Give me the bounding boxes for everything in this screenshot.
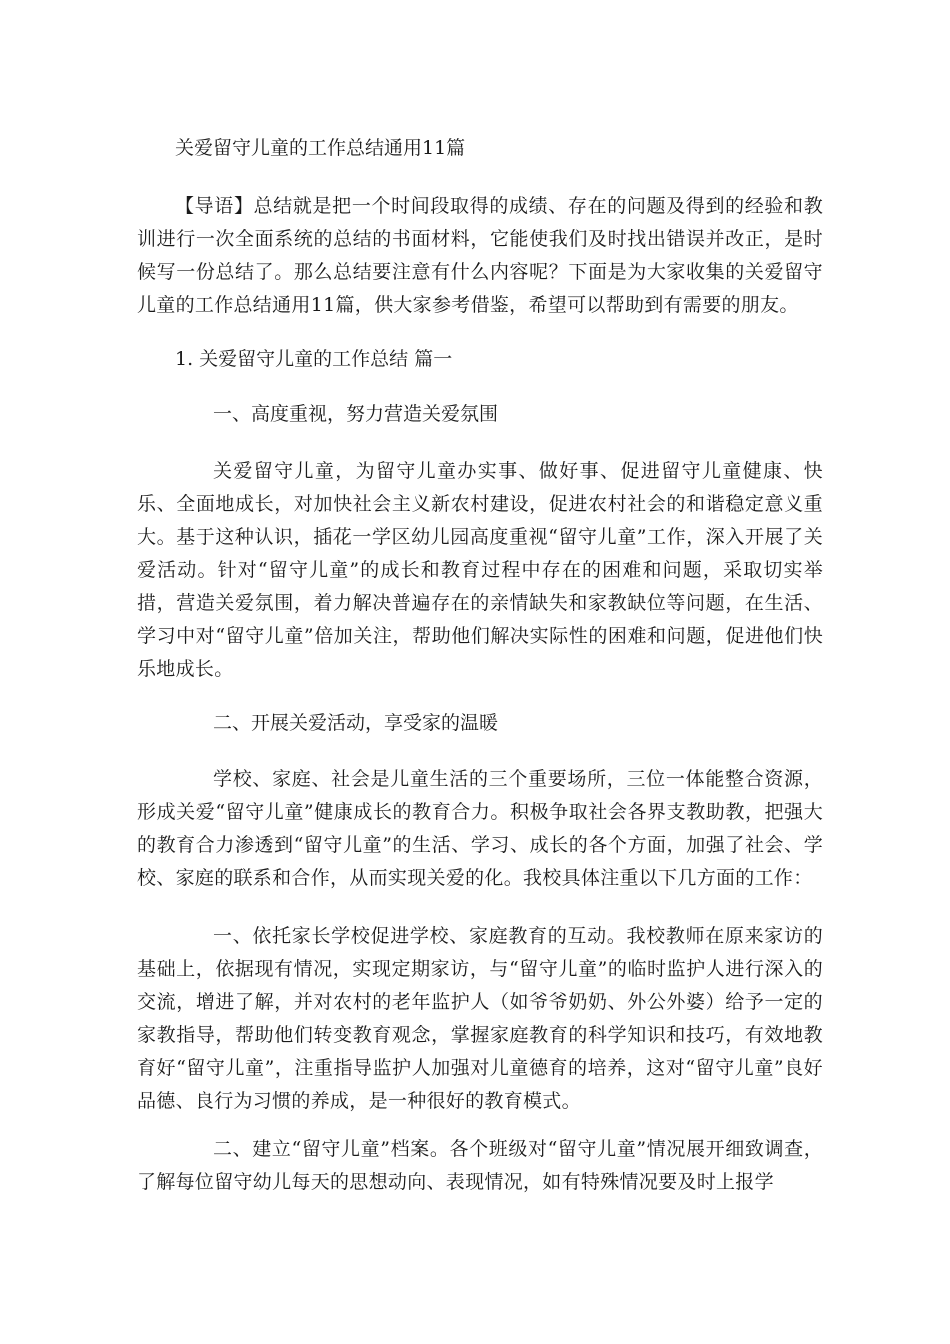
subsection-2-paragraph: 学校、家庭、社会是儿童生活的三个重要场所，三位一体能整合资源，形成关爱“留守儿童”健康成长的教育合力。积极争取社会各界支教助教，把强大的教育合力渗透到“留守儿童”的生活、学习、成长的各个方面，加强了社会、学校、家庭的联系和合作，从而实现关爱的化。我校具体注重以下几方面的工作：	[137, 768, 823, 889]
document-title: 关爱留守儿童的工作总结通用11篇	[175, 137, 466, 159]
subsection-heading-1: 一、高度重视，努力营造关爱氛围	[213, 403, 499, 425]
item-2-paragraph: 二、建立“留守儿童”档案。各个班级对“留守儿童”情况展开细致调查，了解每位留守幼儿每天的思想动向、表现情况，如有特殊情况要及时上报学	[137, 1138, 823, 1193]
subsection-heading-2: 二、开展关爱活动，享受家的温暖	[213, 712, 499, 734]
intro-paragraph: 【导语】总结就是把一个时间段取得的成绩、存在的问题及得到的经验和教训进行一次全面系统的总结的书面材料，它能使我们及时找出错误并改正，是时候写一份总结了。那么总结要注意有什么内容呢？下面是为大家收集的关爱留守儿童的工作总结通用11篇，供大家参考借鉴，希望可以帮助到有需要的朋友。	[137, 195, 823, 316]
section-heading: 1. 关爱留守儿童的工作总结 篇一	[175, 348, 453, 370]
item-1-paragraph: 一、依托家长学校促进学校、家庭教育的互动。我校教师在原来家访的基础上，依据现有情况，实现定期家访，与“留守儿童”的临时监护人进行深入的交流，增进了解，并对农村的老年监护人（如爷爷奶奶、外公外婆）给予一定的家教指导，帮助他们转变教育观念，掌握家庭教育的科学知识和技巧，有效地教育好“留守儿童”，注重指导监护人加强对儿童德育的培养，这对“留守儿童”良好品德、良行为习惯的养成，是一种很好的教育模式。	[137, 925, 823, 1112]
subsection-1-paragraph: 关爱留守儿童，为留守儿童办实事、做好事、促进留守儿童健康、快乐、全面地成长，对加快社会主义新农村建设，促进农村社会的和谐稳定意义重大。基于这种认识，插花一学区幼儿园高度重视“留守儿童”工作，深入开展了关爱活动。针对“留守儿童”的成长和教育过程中存在的困难和问题，采取切实举措，营造关爱氛围，着力解决普遍存在的亲情缺失和家教缺位等问题，在生活、学习中对“留守儿童”倍加关注，帮助他们解决实际性的困难和问题，促进他们快乐地成长。	[137, 460, 823, 680]
